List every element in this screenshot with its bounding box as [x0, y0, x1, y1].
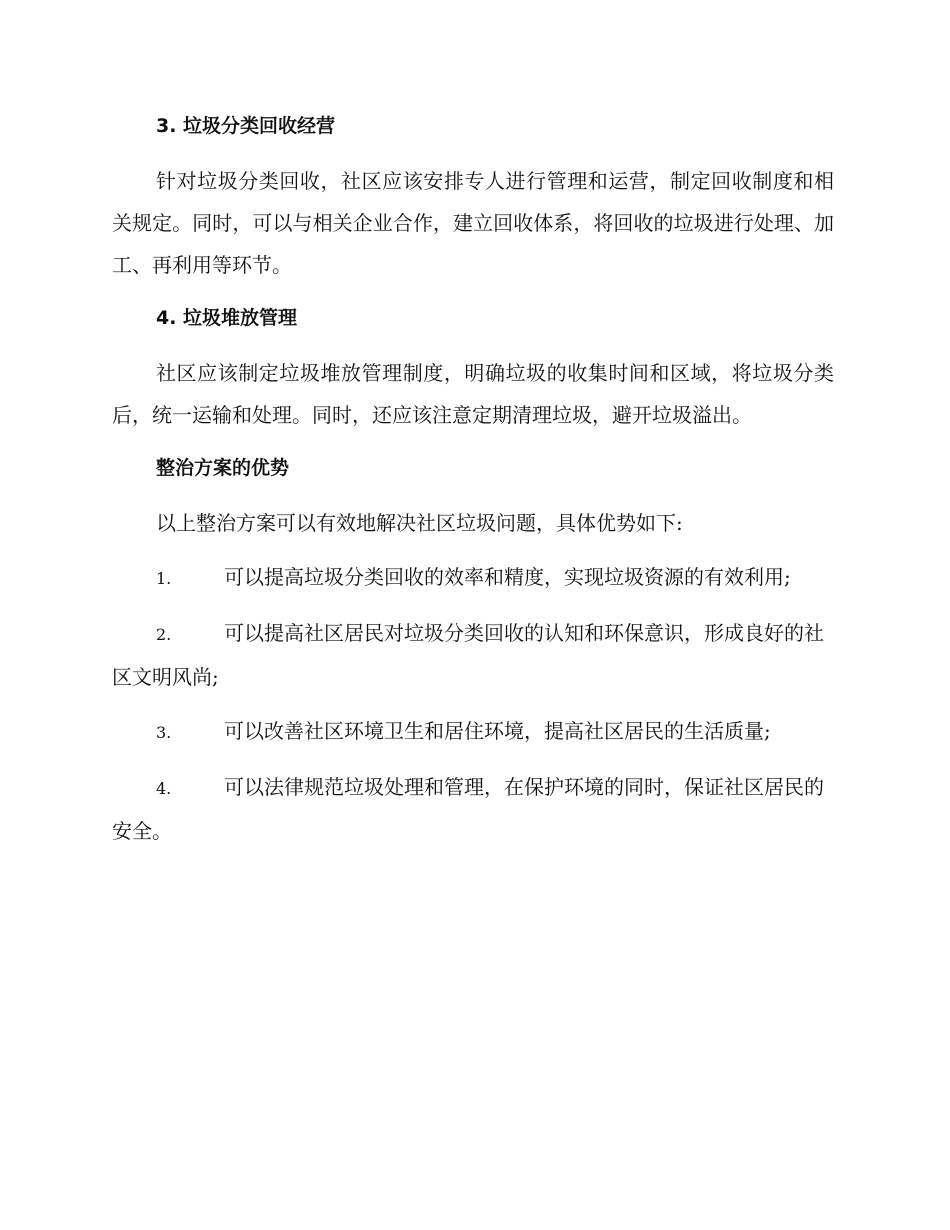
section-paragraph-advantages-intro: 以上整治方案可以有效地解决社区垃圾问题，具体优势如下: [156, 511, 683, 535]
advantage-item [112, 710, 834, 754]
section-paragraph-storage: 社区应该制定垃圾堆放管理制度，明确垃圾的收集时间和区域，将垃圾分类后，统一运输和处理。同时，还应该注意定期清理垃圾，避开垃圾溢出。 [112, 361, 834, 427]
advantage-number: 3. [156, 723, 172, 742]
section-heading-advantages: 整治方案的优势 [156, 457, 290, 479]
document-page [112, 110, 834, 852]
section-heading-storage: 4. 垃圾堆放管理 [156, 307, 298, 329]
advantage-number: 2. [156, 625, 172, 644]
section-heading-recycling: 3. 垃圾分类回收经营 [156, 115, 336, 137]
advantage-text: 可以提高社区居民对垃圾分类回收的认知和环保意识，形成良好的社区文明风尚; [112, 621, 824, 689]
advantage-item [112, 612, 834, 698]
advantage-number: 4. [156, 779, 172, 798]
advantage-number: 1. [156, 569, 172, 588]
advantage-text: 可以法律规范垃圾处理和管理，在保护环境的同时，保证社区居民的安全。 [112, 775, 824, 843]
advantage-item [112, 766, 834, 852]
section-paragraph-recycling: 针对垃圾分类回收，社区应该安排专人进行管理和运营，制定回收制度和相关规定。同时，可以与相关企业合作，建立回收体系，将回收的垃圾进行处理、加工、再利用等环节。 [112, 169, 834, 277]
advantage-text: 可以改善社区环境卫生和居住环境，提高社区居民的生活质量; [224, 719, 771, 743]
advantage-text: 可以提高垃圾分类回收的效率和精度，实现垃圾资源的有效利用; [224, 565, 791, 589]
advantage-item [112, 556, 834, 600]
